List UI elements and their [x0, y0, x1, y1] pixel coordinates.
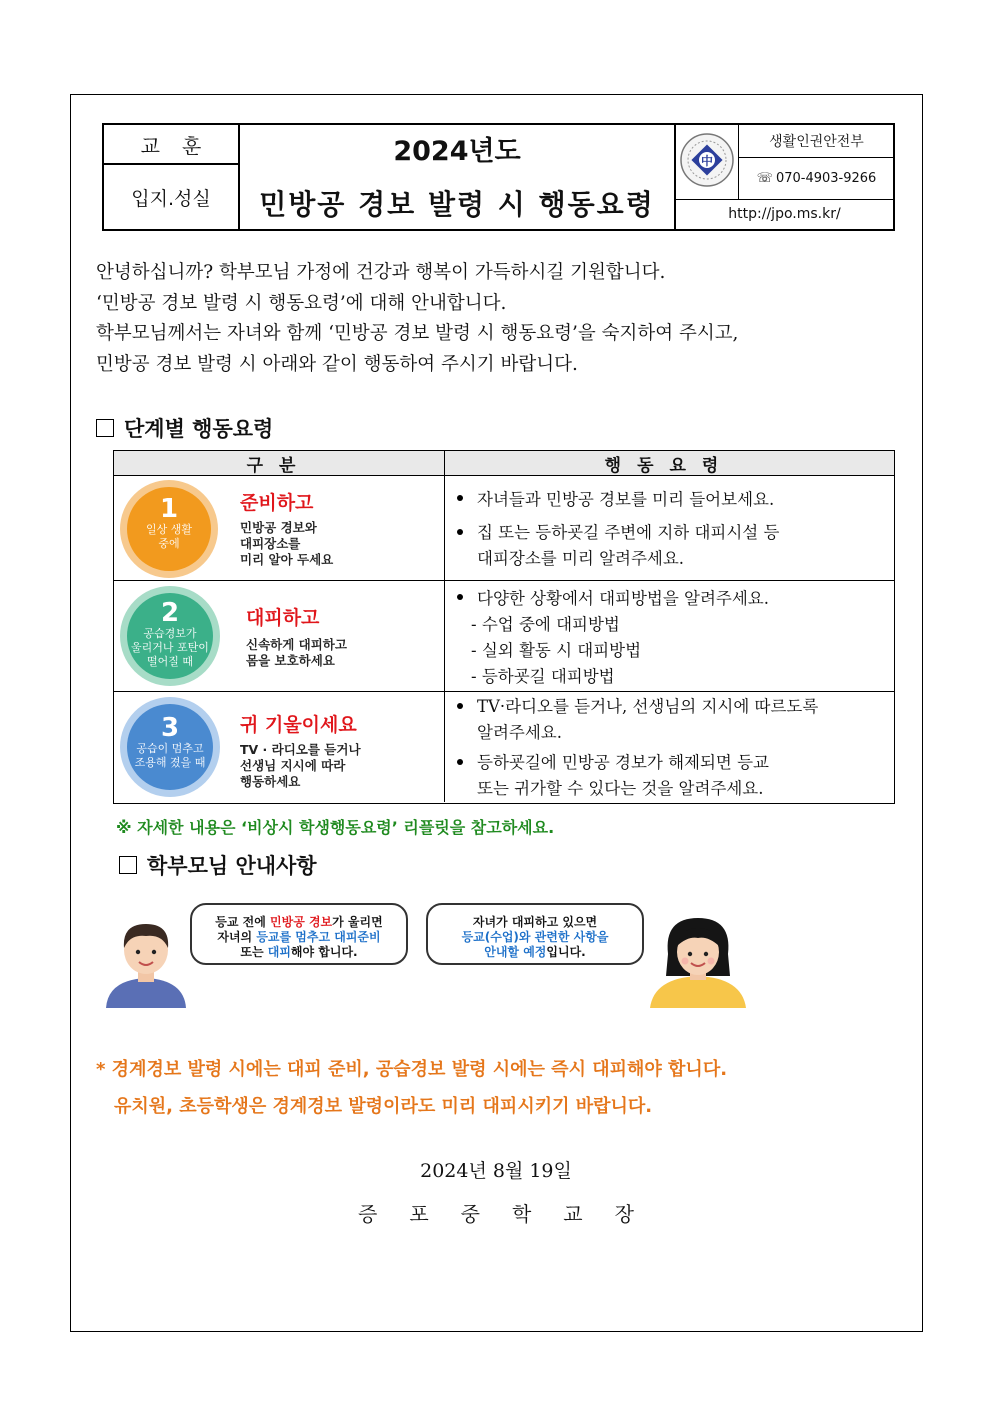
motto-label: 교훈	[104, 125, 238, 165]
stage-desc: 신속하게 대피하고 몸을 보호하세요	[246, 637, 347, 668]
action-bullet: 자녀들과 민방공 경보를 미리 들어보세요.	[457, 486, 774, 510]
section-parent-notice	[119, 850, 317, 880]
stage-3-actions	[445, 692, 894, 802]
table-header-category: 구분	[114, 451, 445, 476]
checkbox-square-icon	[119, 856, 137, 874]
doc-year: 2024년도	[393, 136, 521, 167]
phone-icon: ☏	[756, 170, 773, 186]
boy-illustration-icon	[100, 918, 192, 1008]
stage-1-actions	[445, 476, 894, 580]
stage-1-badge	[127, 487, 211, 571]
stage-title: 귀 기울이세요	[240, 714, 357, 736]
header-box	[102, 123, 895, 231]
warning-line: 유치원, 초등학생은 경계경보 발령이라도 미리 대피시키기 바랍니다.	[114, 1096, 653, 1117]
school-emblem	[676, 125, 738, 199]
stage-desc: TV · 라디오를 듣거나 선생님 지시에 따라 행동하세요	[240, 742, 361, 789]
stage-caption: 조용해 졌을 때	[134, 756, 206, 769]
action-sub-item: - 수업 중에 대피방법	[471, 615, 620, 634]
action-bullet: TV·라디오를 듣거나, 선생님의 지시에 따르도록 알려주세요.	[457, 694, 818, 746]
intro-line: 학부모님께서는 자녀와 함께 ‘민방공 경보 발령 시 행동요령’을 숙지하여 주시고,	[96, 323, 739, 344]
school-emblem-icon	[679, 131, 735, 193]
table-row-stage-3	[114, 692, 894, 802]
checkbox-square-icon	[96, 419, 114, 437]
leaflet-note: ※ 자세한 내용은 ‘비상시 학생행동요령’ 리플릿을 참고하세요.	[116, 818, 555, 837]
action-bullet: 등하굣길에 민방공 경보가 해제되면 등교 또는 귀가할 수 있다는 것을 알려주세요.	[457, 750, 769, 802]
stage-3-cell	[114, 692, 445, 802]
section-title: 학부모님 안내사항	[147, 854, 317, 878]
stage-caption: 중에	[158, 537, 180, 550]
title-cell	[240, 125, 676, 229]
girl-illustration-icon	[646, 914, 750, 1008]
action-table	[113, 450, 895, 804]
stage-caption: 울리거나 포탄이	[131, 641, 209, 654]
warning-line: * 경계경보 발령 시에는 대피 준비, 공습경보 발령 시에는 즉시 대피해야 합니다.	[96, 1059, 728, 1080]
stage-title: 준비하고	[240, 492, 314, 514]
intro-line: 안녕하십니까? 학부모님 가정에 건강과 행복이 가득하시길 기원합니다.	[96, 262, 666, 283]
stage-number: 2	[160, 598, 180, 628]
stage-caption: 공습이 멈추고	[136, 742, 204, 755]
intro-line: 민방공 경보 발령 시 아래와 같이 행동하여 주시기 바랍니다.	[96, 353, 578, 375]
stage-2-badge	[127, 593, 213, 679]
action-sub-item: - 등하굣길 대피방법	[471, 667, 615, 686]
section-title: 단계별 행동요령	[124, 417, 274, 441]
phone-row	[739, 158, 894, 198]
stage-desc: 민방공 경보와 대피장소를 미리 알아 두세요	[240, 520, 334, 567]
motto-cell	[104, 125, 240, 229]
department: 생활인권안전부	[739, 125, 894, 158]
document-date: 2024년 8월 19일	[420, 1160, 572, 1182]
motto-value: 입지.성실	[131, 187, 211, 210]
intro-text	[96, 258, 898, 380]
phone-number: 070-4903-9266	[775, 170, 877, 186]
table-row-stage-2	[114, 581, 894, 692]
table-header-actions: 행동요령	[445, 451, 894, 476]
stage-2-actions	[445, 581, 894, 691]
doc-title: 민방공 경보 발령 시 행동요령	[259, 188, 655, 221]
svg-text:中: 中	[700, 154, 714, 168]
action-bullet: 다양한 상황에서 대피방법을 알려주세요.	[457, 585, 769, 609]
school-principal: 증포중학교장	[358, 1202, 666, 1226]
action-bullet: 집 또는 등하굣길 주변에 지하 대피시설 등 대피장소를 미리 알려주세요.	[457, 520, 779, 572]
stage-number: 1	[159, 494, 179, 524]
stage-title: 대피하고	[246, 607, 320, 629]
stage-caption: 떨어질 때	[146, 655, 193, 668]
stage-caption: 일상 생활	[145, 523, 192, 536]
stage-2-cell	[114, 581, 445, 691]
stage-3-badge	[127, 704, 213, 790]
stage-caption: 공습경보가	[143, 627, 197, 640]
stage-1-cell	[114, 476, 445, 580]
speech-bubble-left: 등교 전에 민방공 경보가 울리면 자녀의 등교를 멈추고 대피준비 또는 대피해야 합니다.	[190, 903, 408, 965]
intro-line: ‘민방공 경보 발령 시 행동요령’에 대해 안내합니다.	[96, 292, 507, 314]
section-stage-actions	[96, 413, 273, 443]
contact-cell	[738, 125, 894, 199]
action-sub-item: - 실외 활동 시 대피방법	[471, 641, 642, 660]
speech-bubble-right: 자녀가 대피하고 있으면 등교(수업)와 관련한 사항을 안내할 예정입니다.	[426, 903, 644, 965]
school-url[interactable]: http://jpo.ms.kr/	[676, 199, 893, 228]
table-row-stage-1	[114, 476, 894, 581]
stage-number: 3	[160, 713, 180, 743]
